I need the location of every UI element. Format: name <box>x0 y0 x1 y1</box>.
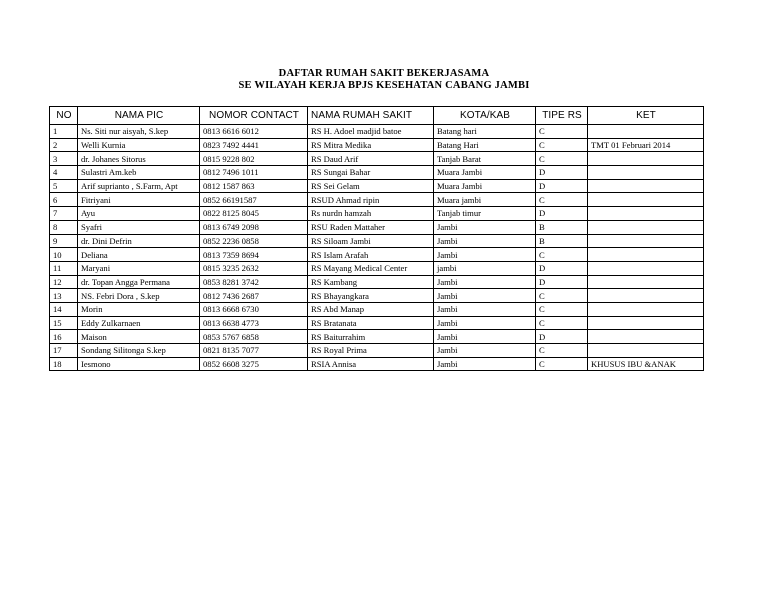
cell-nomor-contact: 0812 7436 2687 <box>200 289 308 303</box>
cell-nama-pic: dr. Topan Angga Permana <box>78 275 200 289</box>
cell-kota-kab: Tanjab Barat <box>434 152 536 166</box>
cell-no: 9 <box>50 234 78 248</box>
cell-nama-rumah-sakit: RS Siloam Jambi <box>308 234 434 248</box>
header-tipe-rs: TIPE RS <box>536 107 588 125</box>
cell-no: 7 <box>50 207 78 221</box>
cell-tipe-rs: D <box>536 330 588 344</box>
cell-tipe-rs: D <box>536 166 588 180</box>
cell-nomor-contact: 0822 8125 8045 <box>200 207 308 221</box>
cell-no: 4 <box>50 166 78 180</box>
table-header-row <box>50 107 704 125</box>
table-row <box>50 248 704 262</box>
cell-no: 8 <box>50 220 78 234</box>
cell-ket <box>588 248 704 262</box>
cell-nama-rumah-sakit: RS Islam Arafah <box>308 248 434 262</box>
table-row <box>50 234 704 248</box>
cell-nama-pic: Syafri <box>78 220 200 234</box>
cell-nama-rumah-sakit: RS Kambang <box>308 275 434 289</box>
table-body <box>50 125 704 371</box>
cell-tipe-rs: C <box>536 316 588 330</box>
hospital-table <box>49 106 704 371</box>
cell-ket: KHUSUS IBU &ANAK <box>588 357 704 371</box>
cell-ket <box>588 330 704 344</box>
cell-tipe-rs: B <box>536 220 588 234</box>
table-row <box>50 179 704 193</box>
cell-nama-rumah-sakit: RSIA Annisa <box>308 357 434 371</box>
cell-kota-kab: Jambi <box>434 248 536 262</box>
cell-kota-kab: Jambi <box>434 220 536 234</box>
cell-no: 3 <box>50 152 78 166</box>
document-title-line-1: DAFTAR RUMAH SAKIT BEKERJASAMA <box>278 68 490 79</box>
cell-nama-rumah-sakit: RS Sungai Bahar <box>308 166 434 180</box>
table-row <box>50 220 704 234</box>
cell-kota-kab: Jambi <box>434 344 536 358</box>
table-row <box>50 289 704 303</box>
cell-ket <box>588 289 704 303</box>
table-row <box>50 193 704 207</box>
cell-no: 18 <box>50 357 78 371</box>
cell-kota-kab: Jambi <box>434 234 536 248</box>
cell-nama-rumah-sakit: RS Sei Gelam <box>308 179 434 193</box>
cell-nomor-contact: 0852 66191587 <box>200 193 308 207</box>
table-row <box>50 344 704 358</box>
cell-ket <box>588 220 704 234</box>
cell-nomor-contact: 0821 8135 7077 <box>200 344 308 358</box>
cell-no: 12 <box>50 275 78 289</box>
cell-kota-kab: Batang hari <box>434 125 536 139</box>
cell-tipe-rs: C <box>536 125 588 139</box>
table-row <box>50 207 704 221</box>
cell-nama-pic: Deliana <box>78 248 200 262</box>
cell-nomor-contact: 0852 6608 3275 <box>200 357 308 371</box>
cell-nama-rumah-sakit: RS Abd Manap <box>308 302 434 316</box>
cell-nomor-contact: 0813 6638 4773 <box>200 316 308 330</box>
cell-no: 13 <box>50 289 78 303</box>
cell-nama-rumah-sakit: RS Bhayangkara <box>308 289 434 303</box>
table-row <box>50 166 704 180</box>
cell-nomor-contact: 0852 2236 0858 <box>200 234 308 248</box>
cell-nomor-contact: 0815 3235 2632 <box>200 261 308 275</box>
table-row <box>50 357 704 371</box>
cell-nama-pic: Ns. Siti nur aisyah, S.kep <box>78 125 200 139</box>
cell-no: 5 <box>50 179 78 193</box>
header-kota-kab: KOTA/KAB <box>434 107 536 125</box>
cell-nama-rumah-sakit: RS Mitra Medika <box>308 138 434 152</box>
table-row <box>50 261 704 275</box>
cell-nama-pic: Ayu <box>78 207 200 221</box>
cell-kota-kab: Jambi <box>434 316 536 330</box>
cell-ket <box>588 302 704 316</box>
cell-nama-pic: Iesmono <box>78 357 200 371</box>
cell-ket <box>588 193 704 207</box>
cell-nama-rumah-sakit: RS Daud Arif <box>308 152 434 166</box>
cell-tipe-rs: C <box>536 289 588 303</box>
cell-kota-kab: Muara Jambi <box>434 166 536 180</box>
cell-nomor-contact: 0853 8281 3742 <box>200 275 308 289</box>
cell-ket: TMT 01 Februari 2014 <box>588 138 704 152</box>
cell-nama-pic: dr. Johanes Sitorus <box>78 152 200 166</box>
cell-no: 11 <box>50 261 78 275</box>
cell-nama-pic: Fitriyani <box>78 193 200 207</box>
cell-no: 6 <box>50 193 78 207</box>
cell-kota-kab: Jambi <box>434 330 536 344</box>
cell-no: 16 <box>50 330 78 344</box>
cell-kota-kab: Jambi <box>434 302 536 316</box>
cell-nomor-contact: 0853 5767 6858 <box>200 330 308 344</box>
table-row <box>50 302 704 316</box>
cell-kota-kab: Jambi <box>434 357 536 371</box>
table-row <box>50 275 704 289</box>
header-nama-rumah-sakit: NAMA RUMAH SAKIT <box>308 107 434 125</box>
cell-no: 14 <box>50 302 78 316</box>
table-header <box>50 107 704 125</box>
table-row <box>50 138 704 152</box>
cell-nama-rumah-sakit: RS H. Adoel madjid batoe <box>308 125 434 139</box>
table-row <box>50 316 704 330</box>
cell-nomor-contact: 0812 1587 863 <box>200 179 308 193</box>
cell-no: 1 <box>50 125 78 139</box>
cell-ket <box>588 275 704 289</box>
cell-nama-pic: Arif suprianto , S.Farm, Apt <box>78 179 200 193</box>
cell-no: 15 <box>50 316 78 330</box>
cell-nomor-contact: 0812 7496 1011 <box>200 166 308 180</box>
table-row <box>50 152 704 166</box>
cell-nama-pic: Sondang Silitonga S.kep <box>78 344 200 358</box>
cell-nama-rumah-sakit: RS Baiturrahim <box>308 330 434 344</box>
header-ket: KET <box>588 107 704 125</box>
cell-kota-kab: Muara jambi <box>434 193 536 207</box>
cell-nama-rumah-sakit: RS Bratanata <box>308 316 434 330</box>
cell-kota-kab: jambi <box>434 261 536 275</box>
cell-ket <box>588 152 704 166</box>
cell-nama-pic: NS. Febri Dora , S.kep <box>78 289 200 303</box>
cell-nomor-contact: 0813 6749 2098 <box>200 220 308 234</box>
cell-nomor-contact: 0823 7492 4441 <box>200 138 308 152</box>
cell-nama-rumah-sakit: Rs nurdn hamzah <box>308 207 434 221</box>
cell-tipe-rs: C <box>536 248 588 262</box>
cell-no: 10 <box>50 248 78 262</box>
cell-tipe-rs: C <box>536 357 588 371</box>
cell-tipe-rs: D <box>536 179 588 193</box>
cell-ket <box>588 166 704 180</box>
cell-ket <box>588 316 704 330</box>
table-row <box>50 125 704 139</box>
cell-nama-pic: Welli Kurnia <box>78 138 200 152</box>
cell-tipe-rs: C <box>536 138 588 152</box>
cell-nama-rumah-sakit: RSU Raden Mattaher <box>308 220 434 234</box>
cell-nomor-contact: 0813 6668 6730 <box>200 302 308 316</box>
cell-tipe-rs: D <box>536 207 588 221</box>
cell-nama-pic: Sulastri Am.keb <box>78 166 200 180</box>
header-nama-pic: NAMA PIC <box>78 107 200 125</box>
cell-ket <box>588 125 704 139</box>
cell-ket <box>588 344 704 358</box>
cell-kota-kab: Batang Hari <box>434 138 536 152</box>
cell-tipe-rs: B <box>536 234 588 248</box>
header-no: NO <box>50 107 78 125</box>
cell-nama-pic: Maison <box>78 330 200 344</box>
cell-tipe-rs: C <box>536 193 588 207</box>
cell-nomor-contact: 0813 7359 8694 <box>200 248 308 262</box>
document-title-line-2: SE WILAYAH KERJA BPJS KESEHATAN CABANG JAMBI <box>238 80 530 91</box>
cell-nama-rumah-sakit: RSUD Ahmad ripin <box>308 193 434 207</box>
cell-nomor-contact: 0815 9228 802 <box>200 152 308 166</box>
cell-kota-kab: Muara Jambi <box>434 179 536 193</box>
cell-no: 2 <box>50 138 78 152</box>
cell-nama-pic: Maryani <box>78 261 200 275</box>
cell-tipe-rs: D <box>536 275 588 289</box>
cell-kota-kab: Jambi <box>434 275 536 289</box>
cell-ket <box>588 179 704 193</box>
cell-ket <box>588 234 704 248</box>
cell-nama-pic: dr. Dini Defrin <box>78 234 200 248</box>
cell-tipe-rs: C <box>536 344 588 358</box>
table-row <box>50 330 704 344</box>
cell-nama-rumah-sakit: RS Royal Prima <box>308 344 434 358</box>
cell-tipe-rs: C <box>536 302 588 316</box>
cell-kota-kab: Jambi <box>434 289 536 303</box>
cell-tipe-rs: C <box>536 152 588 166</box>
cell-no: 17 <box>50 344 78 358</box>
cell-ket <box>588 207 704 221</box>
cell-nama-rumah-sakit: RS Mayang Medical Center <box>308 261 434 275</box>
cell-kota-kab: Tanjab timur <box>434 207 536 221</box>
cell-tipe-rs: D <box>536 261 588 275</box>
cell-nama-pic: Morin <box>78 302 200 316</box>
cell-ket <box>588 261 704 275</box>
header-nomor-contact: NOMOR CONTACT <box>200 107 308 125</box>
cell-nama-pic: Eddy Zulkarnaen <box>78 316 200 330</box>
cell-nomor-contact: 0813 6616 6012 <box>200 125 308 139</box>
